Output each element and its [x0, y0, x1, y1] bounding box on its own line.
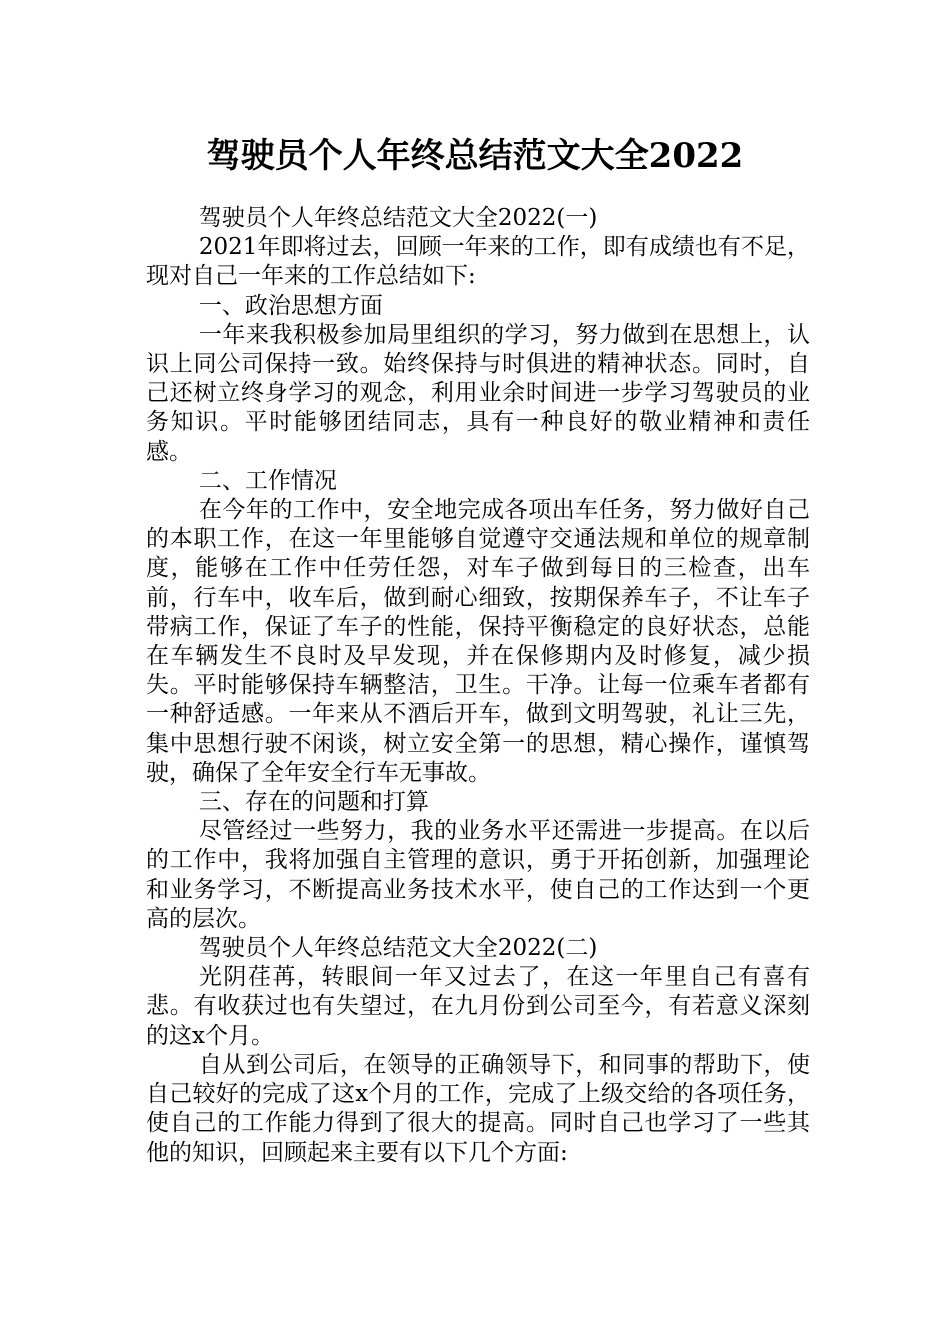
paragraph-section-heading-2: 驾驶员个人年终总结范文大全2022(二): [198, 935, 598, 962]
paragraph-heading-work: 二、工作情况: [198, 467, 337, 494]
paragraph-heading-issues: 三、存在的问题和打算: [198, 789, 429, 816]
paragraph-issues: 尽管经过一些努力，我的业务水平还需进一步提高。在以后的工作中，我将加强自主管理的意识，勇于开拓创新，加强理论和业务学习，不断提高业务技术水平，使自己的工作达到一个更高的层次。: [146, 818, 810, 932]
paragraph-heading-politics: 一、政治思想方面: [198, 292, 383, 319]
paragraph-work: 在今年的工作中，安全地完成各项出车任务，努力做好自己的本职工作，在这一年里能够自觉遵守交通法规和单位的规章制度，能够在工作中任劳任怨，对车子做到每日的三检查，出车前，行车中，收车后，做到耐心细致，按期保养车子，不让车子带病工作，保证了车子的性能，保持平衡稳定的良好状态，总能在车辆发生不良时及早发现，并在保修期内及时修复，减少损失。平时能够保持车辆整洁，卫生。干净。让每一位乘车者都有一种舒适感。一年来从不酒后开车，做到文明驾驶，礼让三先，集中思想行驶不闲谈，树立安全第一的思想，精心操作，谨慎驾驶，确保了全年安全行车无事故。: [146, 497, 810, 786]
paragraph-politics: 一年来我积极参加局里组织的学习，努力做到在思想上，认识上同公司保持一致。始终保持与时俱进的精神状态。同时，自己还树立终身学习的观念，利用业余时间进一步学习驾驶员的业务知识。平时能够团结同志，具有一种良好的敬业精神和责任感。: [146, 321, 810, 465]
paragraph-time: 光阴荏苒，转眼间一年又过去了，在这一年里自己有喜有悲。有收获过也有失望过，在九月份到公司至今，有若意义深刻的这x个月。: [146, 964, 810, 1049]
paragraph-since-joining: 自从到公司后，在领导的正确领导下，和同事的帮助下，使自己较好的完成了这x个月的工作，完成了上级交给的各项任务，使自己的工作能力得到了很大的提高。同时自己也学习了一些其他的知识，回顾起来主要有以下几个方面:: [146, 1051, 810, 1166]
paragraph-intro: 2021年即将过去，回顾一年来的工作，即有成绩也有不足，现对自己一年来的工作总结如下:: [146, 234, 810, 290]
document-body: [146, 204, 810, 1168]
document-title: 驾驶员个人年终总结范文大全2022: [206, 136, 744, 176]
paragraph-section-heading-1: 驾驶员个人年终总结范文大全2022(一): [198, 205, 598, 231]
